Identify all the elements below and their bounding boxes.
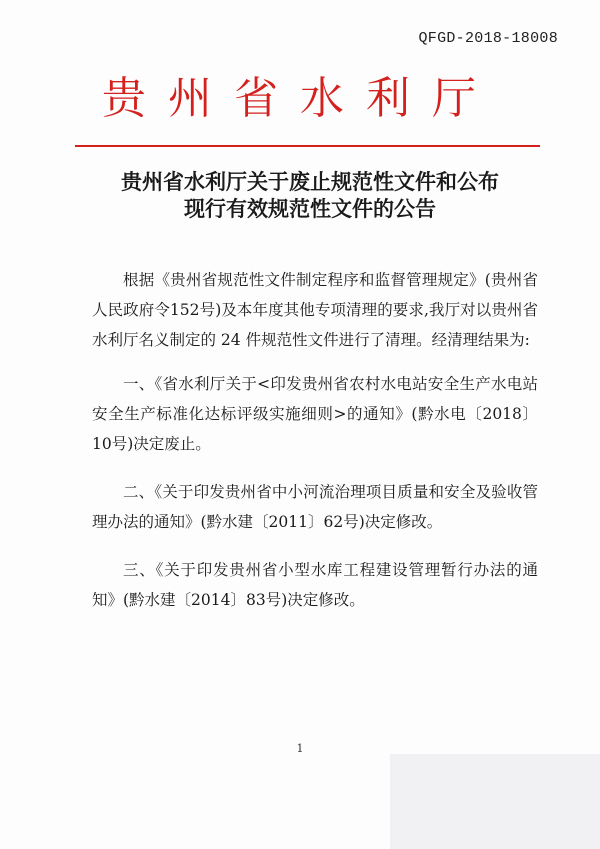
- page-number: 1: [296, 742, 304, 755]
- intro-paragraph: 根据《贵州省规范性文件制定程序和监督管理规定》(贵州省人民政府令152号)及本年度其他专项清理的要求,我厅对以贵州省水利厅名义制定的 24 件规范性文件进行了清理。经清理结果为:: [92, 271, 538, 349]
- document-title-line-2: 现行有效规范性文件的公告: [184, 196, 436, 221]
- item-1-paragraph: 一、《省水利厅关于<印发贵州省农村水电站安全生产水电站安全生产标准化达标评级实施细则>的通知》(黔水电〔2018〕10号)决定废止。: [92, 375, 538, 453]
- header-divider: [75, 145, 540, 147]
- document-body: [92, 265, 538, 633]
- scan-corner-shade: [390, 754, 600, 849]
- item-2-paragraph: 二、《关于印发贵州省中小河流治理项目质量和安全及验收管理办法的通知》(黔水建〔2011〕62号)决定修改。: [92, 483, 538, 531]
- item-3-paragraph: 三、《关于印发贵州省小型水库工程建设管理暂行办法的通知》(黔水建〔2014〕83号)决定修改。: [92, 561, 538, 609]
- document-title-line-1: 贵州省水利厅关于废止规范性文件和公布: [121, 169, 499, 194]
- document-code: QFGD-2018-18008: [418, 30, 558, 47]
- document-title: [90, 168, 530, 222]
- issuer-header: 贵州省水利厅: [102, 73, 498, 124]
